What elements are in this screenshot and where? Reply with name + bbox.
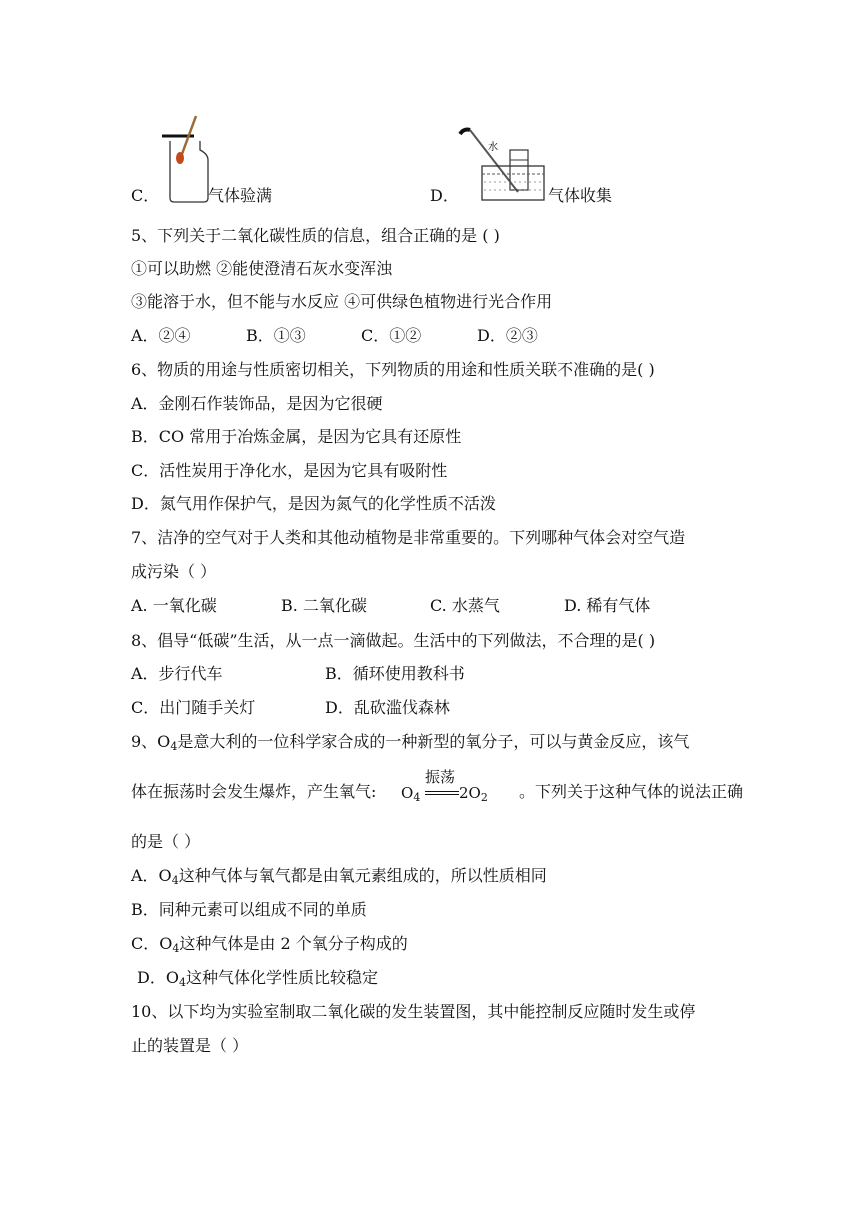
q7-stem-line1: 7、洁净的空气对于人类和其他动植物是非常重要的。下列哪种气体会对空气造 <box>131 528 686 547</box>
q7-option-a: A. 一氧化碳 <box>131 596 217 615</box>
reaction-equation <box>401 766 519 802</box>
option-d-letter: D． <box>430 186 459 205</box>
q8-option-d: D．乱砍滥伐森林 <box>325 698 450 717</box>
q6-option-c: C．活性炭用于净化水，是因为它具有吸附性 <box>131 461 448 480</box>
reaction-condition: 振荡 <box>425 768 456 786</box>
gas-full-test-figure <box>160 114 212 204</box>
q9-option-d: D．$O_4$这种气体化学性质比较稳定 <box>137 968 378 989</box>
q6-option-b: B．CO 常用于冶炼金属，是因为它具有还原性 <box>131 427 462 446</box>
q5-option-c: C．①② <box>361 326 422 345</box>
reactant: $O_4$ <box>401 784 421 804</box>
q7-option-d: D. 稀有气体 <box>564 596 651 615</box>
q10-stem-line1: 10、以下均为实验室制取二氧化碳的发生装置图，其中能控制反应随时发生或停 <box>131 1002 696 1021</box>
q6-option-a: A．金刚石作装饰品，是因为它很硬 <box>131 394 383 413</box>
q6-stem: 6、物质的用途与性质密切相关，下列物质的用途和性质关联不准确的是( ) <box>131 360 655 379</box>
option-d-caption: 气体收集 <box>548 186 613 205</box>
q8-option-c: C．出门随手关灯 <box>131 698 256 717</box>
q7-option-c: C. 水蒸气 <box>430 596 500 615</box>
q5-option-b: B．①③ <box>246 326 306 345</box>
option-c-caption: 气体验满 <box>208 186 273 205</box>
gas-collection-figure <box>458 126 550 206</box>
q9-option-c: C．$O_4$这种气体是由 2 个氧分子构成的 <box>131 934 408 955</box>
q5-option-a: A．②④ <box>131 326 191 345</box>
q9-stem-line2-start: 体在振荡时会发生爆炸，产生氧气: <box>131 782 377 801</box>
ember <box>176 152 184 164</box>
gas-bottle <box>170 141 208 202</box>
q9-option-b: B．同种元素可以组成不同的单质 <box>131 900 367 919</box>
q7-option-b: B. 二氧化碳 <box>281 596 367 615</box>
q10-stem-line2: 止的装置是（ ） <box>131 1036 249 1055</box>
q5-stem: 5、下列关于二氧化碳性质的信息，组合正确的是 ( ) <box>131 226 500 245</box>
q9-stem-line1: 9、$O_4$是意大利的一位科学家合成的一种新型的氧分子，可以与黄金反应，该气 <box>131 732 690 753</box>
q9-stem-line2-end: 。下列关于这种气体的说法正确 <box>519 782 744 801</box>
q8-option-b: B．循环使用教科书 <box>325 664 465 683</box>
q8-stem: 8、倡导“低碳”生活，从一点一滴做起。生活中的下列做法，不合理的是( ) <box>131 631 656 650</box>
q9-stem-line3: 的是（ ） <box>131 832 201 851</box>
option-c-letter: C． <box>131 186 160 205</box>
product: $2O_2$ <box>459 784 488 804</box>
q5-option-d: D．②③ <box>477 326 538 345</box>
q5-items-line2: ③能溶于水，但不能与水反应 ④可供绿色植物进行光合作用 <box>131 292 553 311</box>
q7-stem-line2: 成污染（ ） <box>131 562 217 581</box>
water-label: 水 <box>488 142 498 153</box>
q8-option-a: A．步行代车 <box>131 664 223 683</box>
rubber-tube <box>460 130 470 135</box>
water-trough <box>482 166 544 200</box>
delivery-tube <box>470 130 518 192</box>
q9-option-a: A．$O_4$这种气体与氧气都是由氧元素组成的，所以性质相同 <box>131 866 547 887</box>
q6-option-d: D．氮气用作保护气，是因为氮气的化学性质不活泼 <box>131 494 496 513</box>
q5-items-line1: ①可以助燃 ②能使澄清石灰水变浑浊 <box>131 259 393 278</box>
